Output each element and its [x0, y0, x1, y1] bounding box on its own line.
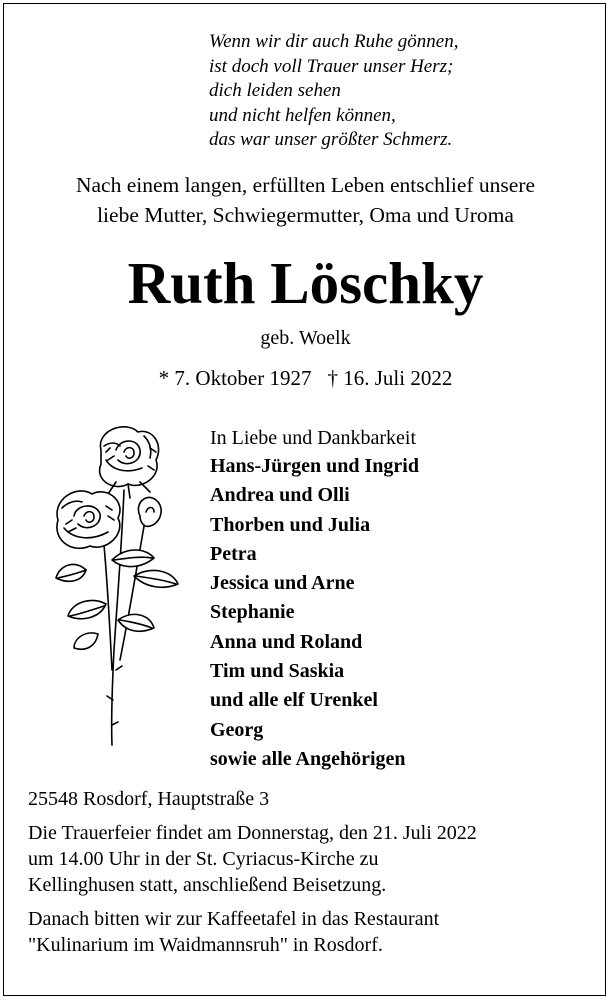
death-date: † 16. Juli 2022 — [327, 366, 453, 390]
mourner-name: Stephanie — [210, 601, 295, 624]
dank-line: In Liebe und Dankbarkeit — [210, 427, 417, 449]
life-dates — [0, 364, 611, 392]
reception-info — [28, 906, 603, 958]
mourner-name: Anna und Roland — [210, 630, 363, 653]
mourners-block — [210, 424, 419, 774]
mourner-name: Tim und Saskia — [210, 660, 345, 683]
funeral-info — [28, 820, 603, 898]
reception-line: Danach bitten wir zur Kaffeetafel in das Restaurant — [28, 908, 440, 930]
intro-line: liebe Mutter, Schwiegermutter, Oma und Uroma — [97, 203, 514, 227]
deceased-name: Ruth Löschky — [127, 250, 484, 316]
poem-line: dich leiden sehen — [209, 80, 341, 101]
poem-line: und nicht helfen können, — [209, 104, 396, 126]
mourner-name: Petra — [210, 542, 257, 565]
poem-line: ist doch voll Trauer unser Herz; — [209, 55, 454, 77]
rose-bouquet-icon — [46, 420, 194, 755]
details-block — [28, 786, 603, 958]
intro-line: Nach einem langen, erfüllten Leben entschlief unsere — [75, 173, 536, 197]
poem-line: Wenn wir dir auch Ruhe gönnen, — [209, 31, 459, 52]
mourner-name: Georg — [210, 718, 264, 741]
mourner-name: Hans-Jürgen und Ingrid — [210, 455, 419, 477]
birth-name: geb. Woelk — [260, 327, 351, 349]
mourner-name: Thorben und Julia — [210, 513, 371, 536]
funeral-line: Die Trauerfeier findet am Donnerstag, den 21. Juli 2022 — [28, 822, 477, 844]
mourner-name: Jessica und Arne — [210, 572, 355, 595]
mourner-name: Andrea und Olli — [210, 484, 350, 507]
reception-line: "Kulinarium im Waidmannsruh" in Rosdorf. — [28, 934, 383, 956]
intro-text — [0, 170, 611, 230]
poem-line: das war unser größter Schmerz. — [209, 129, 453, 150]
funeral-line: Kellinghusen statt, anschließend Beisetzung. — [28, 874, 387, 896]
funeral-line: um 14.00 Uhr in der St. Cyriacus-Kirche zu — [28, 848, 379, 870]
mourner-name: sowie alle Angehörigen — [210, 747, 406, 770]
mourner-name: und alle elf Urenkel — [210, 689, 378, 712]
birth-date: * 7. Oktober 1927 — [158, 366, 312, 390]
poem — [209, 30, 458, 153]
address: 25548 Rosdorf, Hauptstraße 3 — [28, 788, 270, 810]
